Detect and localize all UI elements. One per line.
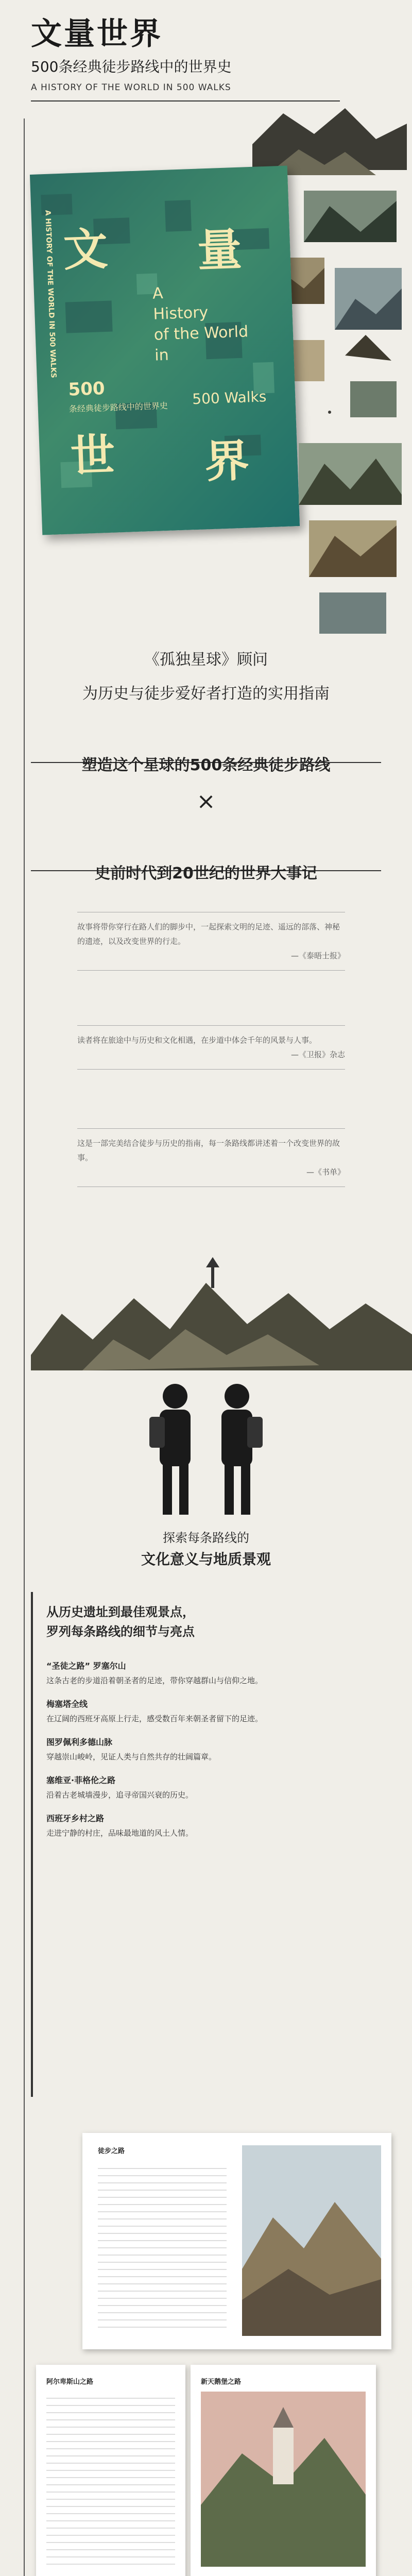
quote-3-source: —《书单》 <box>306 1167 345 1177</box>
mountain-shape <box>252 108 407 170</box>
landscape-strip <box>31 1252 412 1370</box>
quote-1 <box>77 912 345 971</box>
book-en-line-3: of the World <box>153 323 249 344</box>
quote-2-source: —《卫报》杂志 <box>290 1050 345 1059</box>
detail-item-title: 塞维亚·菲格伦之路 <box>46 1775 116 1785</box>
book-char-1: 文 <box>62 223 109 277</box>
detail-item-desc: 走进宁静的村庄，品味最地道的风土人情。 <box>46 1828 194 1838</box>
book-en-line-2: History <box>152 303 209 324</box>
quote-3 <box>77 1128 345 1187</box>
intro-line-1: 《孤独星球》顾问 <box>144 651 268 669</box>
detail-item <box>46 1659 366 1688</box>
book-en-line-1: A <box>152 284 164 303</box>
book-en-spine: A HISTORY OF THE WORLD IN 500 WALKS <box>43 210 58 379</box>
book-en-line-4: in <box>154 346 169 365</box>
detail-item <box>46 1773 366 1802</box>
claim-line-1: 塑造这个星球的500条经典徒步路线 <box>81 756 331 774</box>
detail-item-desc: 穿越崇山峻岭，见证人类与自然共存的壮阔篇章。 <box>46 1752 217 1761</box>
page-title: 文量世界 <box>31 16 163 52</box>
intro-line-2: 为历史与徒步爱好者打造的实用指南 <box>82 685 330 703</box>
book-en-title <box>152 280 249 366</box>
quote-1-text: 故事将带你穿行在路人们的脚步中，一起探索文明的足迹、遥远的部落、神秘的遗迹，以及改变世界的行走。 <box>77 922 340 946</box>
detail-item-title: 西班牙乡村之路 <box>46 1814 105 1823</box>
book-cover <box>30 165 300 535</box>
details-heading <box>46 1602 195 1641</box>
book-char-4: 界 <box>203 435 250 488</box>
page-spread-1 <box>82 2133 391 2349</box>
quotes-block <box>77 912 345 1236</box>
quote-3-text: 这是一部完美结合徒步与历史的指南，每一条路线都讲述着一个改变世界的故事。 <box>77 1139 340 1162</box>
page-subtitle-en: A HISTORY OF THE WORLD IN 500 WALKS <box>31 82 231 93</box>
details-block <box>31 1592 386 2107</box>
detail-item-desc: 沿着古老城墙漫步，追寻帝国兴衰的历史。 <box>46 1790 194 1800</box>
detail-item-title: 梅塞塔全线 <box>46 1699 88 1709</box>
book-walks: 500 Walks <box>192 388 267 408</box>
spread-3-photo <box>201 2392 366 2567</box>
culture-title-2: 文化意义与地质景观 <box>141 1551 271 1568</box>
spread-1-title: 徒步之路 <box>98 2147 125 2155</box>
quote-1-source: —《泰晤士报》 <box>290 951 345 960</box>
detail-item <box>46 1697 366 1726</box>
details-list <box>46 1659 366 1850</box>
details-heading-1: 从历史遗址到最佳观景点， <box>46 1605 195 1619</box>
claim-line-2: 史前时代到20世纪的世界大事记 <box>95 865 317 883</box>
hikers-illustration <box>118 1376 294 1520</box>
claim-times: × <box>196 788 216 815</box>
quote-2-text: 读者将在旅途中与历史和文化相遇，在步道中体会千年的风景与人事。 <box>77 1036 317 1045</box>
quote-2 <box>77 1025 345 1070</box>
header-divider <box>31 100 340 101</box>
spread-3-title: 新天鹅堡之路 <box>201 2378 242 2386</box>
detail-item <box>46 1735 366 1764</box>
culture-title-1: 探索每条路线的 <box>163 1531 249 1545</box>
book-char-3: 世 <box>70 429 116 483</box>
spread-2-title: 阿尔卑斯山之路 <box>46 2378 94 2386</box>
detail-item <box>46 1811 366 1840</box>
book-zh-note: 条经典徒步路线中的世界史 <box>68 400 168 414</box>
spread-1-photo <box>242 2145 381 2336</box>
mountain-collage <box>288 438 412 644</box>
detail-item-desc: 在辽阔的西班牙高原上行走，感受数百年来朝圣者留下的足迹。 <box>46 1714 263 1723</box>
detail-item-title: “圣徒之路” 罗塞尔山 <box>46 1661 126 1671</box>
spread-1-text-lines <box>98 2162 227 2332</box>
spread-2-text-lines <box>46 2392 175 2567</box>
details-rule <box>31 1592 33 2097</box>
intro-block <box>0 647 412 724</box>
detail-item-title: 图罗佩利多德山脉 <box>46 1737 113 1747</box>
page-subtitle: 500条经典徒步路线中的世界史 <box>31 58 232 75</box>
book-char-2: 量 <box>196 224 243 277</box>
details-heading-2: 罗列每条路线的细节与亮点 <box>46 1624 195 1639</box>
book-count: 500 <box>67 378 106 400</box>
page-spread-3 <box>191 2365 376 2576</box>
claim-block <box>0 742 412 891</box>
detail-item-desc: 这条古老的步道沿着朝圣者的足迹，带你穿越群山与信仰之地。 <box>46 1676 263 1685</box>
page-spread-2 <box>36 2365 185 2576</box>
